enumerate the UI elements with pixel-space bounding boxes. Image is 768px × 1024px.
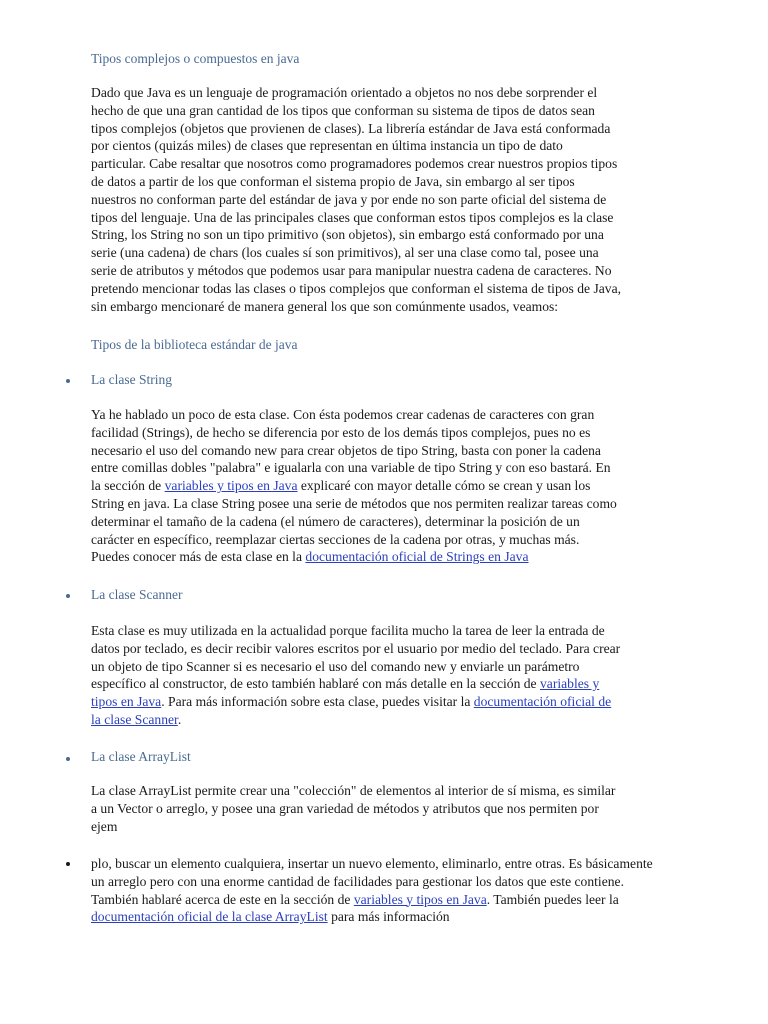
text-fragment: También hablaré acerca de este en la sección de	[91, 891, 354, 907]
bullet-title-arraylist: La clase ArrayList	[91, 749, 191, 764]
text-line: String en java. La clase String posee una serie de métodos que nos permiten realizar tareas como	[91, 495, 617, 511]
text-line: tipos complejos (objetos que provienen de clases). La librería estándar de Java está conformada	[91, 120, 611, 136]
text-line: datos por teclado, es decir recibir valores escritos por el usuario por medio del teclado. Para crear	[91, 640, 621, 656]
link-variables-types-java[interactable]: variables y tipos en Java	[353, 891, 487, 907]
text-line: facilidad (Strings), de hecho se diferencia por esto de los demás tipos complejos, pues no es	[91, 424, 591, 440]
text-line: serie de atributos y métodos que podemos usar para manipular nuestra cadena de caracteres. No	[91, 262, 612, 278]
heading-standard-library: Tipos de la biblioteca estándar de java	[91, 337, 298, 352]
text-line	[91, 693, 691, 711]
heading-complex-types: Tipos complejos o compuestos en java	[91, 51, 300, 66]
text-line: por cientos (quizás miles) de clases que representan en última instancia un tipo de dato	[91, 138, 563, 154]
text-line: Esta clase es muy utilizada en la actualidad porque facilita mucho la tarea de leer la entrada de	[91, 623, 605, 638]
text-line: plo, buscar un elemento cualquiera, insertar un nuevo elemento, eliminarlo, entre otras. Es básicamente	[91, 856, 653, 871]
text-line: String, los String no son un tipo primitivo (son objetos), sin embargo está conformado por una	[91, 227, 604, 243]
text-fragment: .	[177, 711, 182, 727]
text-fragment: Puedes conocer más de esta clase en la	[91, 549, 306, 565]
link-scanner-docs[interactable]: la clase Scanner	[91, 711, 178, 727]
text-line: ejem	[91, 818, 118, 834]
text-line	[91, 908, 731, 926]
text-line: determinar el tamaño de la cadena (el número de caracteres), determinar la posición de un	[91, 513, 580, 529]
link-variables-types-java[interactable]: variables y tipos en Java	[164, 478, 298, 494]
text-line: tipos del lenguaje. Una de las principales clases que conforman estos tipos complejos es la clase	[91, 209, 614, 225]
text-line: entre comillas dobles "palabra" e igualarla con una variable de tipo String y con eso bastará. En	[91, 460, 611, 476]
text-line: un objeto de tipo Scanner si es necesario el uso del comando new y enviarle un parámetro	[91, 658, 580, 674]
intro-paragraph	[91, 84, 691, 315]
link-variables-types-java[interactable]: variables y	[540, 676, 600, 692]
bullet-title-scanner: La clase Scanner	[91, 587, 183, 602]
text-line: sin embargo mencionaré de manera general los que son comúnmente usados, veamos:	[91, 298, 559, 314]
link-scanner-docs[interactable]: documentación oficial de	[473, 694, 612, 710]
text-line: Dado que Java es un lenguaje de programación orientado a objetos no nos debe sorprender el	[91, 85, 598, 100]
link-string-docs[interactable]: documentación oficial de Strings en Java	[305, 549, 529, 565]
bullet-string	[66, 379, 70, 383]
text-fragment: específico al constructor, de esto también hablaré con más detalle en la sección de	[91, 676, 540, 692]
bullet-arraylist	[66, 757, 70, 761]
text-line: pretendo mencionar todas las clases o tipos complejos que conforman el sistema de tipos de Java,	[91, 280, 622, 296]
bullet-title-string: La clase String	[91, 372, 172, 387]
text-line: nuestros no conforman parte del estándar de java y por ende no son parte oficial del sistema de	[91, 191, 607, 207]
text-fragment: la sección de	[91, 478, 165, 494]
text-line: Ya he hablado un poco de esta clase. Con ésta podemos crear cadenas de caracteres con gran	[91, 407, 595, 422]
text-line: La clase ArrayList permite crear una "colección" de elementos al interior de sí misma, es similar	[91, 783, 616, 798]
string-paragraph	[91, 406, 691, 566]
text-fragment: explicaré con mayor detalle cómo se crean y usan los	[297, 478, 591, 494]
text-line	[91, 675, 691, 693]
text-line: particular. Cabe resaltar que nosotros como programadores podemos crear nuestros propios tipos	[91, 156, 618, 172]
text-line	[91, 711, 691, 729]
scanner-paragraph	[91, 622, 691, 729]
link-arraylist-docs[interactable]: documentación oficial de la clase ArrayList	[91, 909, 328, 925]
bullet-scanner	[66, 594, 70, 598]
text-line: serie (una cadena) de chars (los cuales sí son primitivos), al ser una clase como tal, posee una	[91, 245, 599, 261]
text-fragment: . También puedes leer la	[486, 891, 619, 907]
bullet-arraylist-continued	[66, 862, 70, 866]
text-line	[91, 548, 691, 566]
text-line: necesario el uso del comando new para crear objetos de tipo String, basta con poner la cadena	[91, 442, 601, 458]
text-line: un arreglo pero con una enorme cantidad de facilidades para gestionar los datos que este contiene.	[91, 873, 624, 889]
text-line	[91, 891, 731, 909]
link-variables-types-java[interactable]: tipos en Java	[91, 694, 162, 710]
arraylist-paragraph	[91, 782, 691, 835]
text-line: de datos a partir de los que conforman el sistema propio de Java, sin embargo al ser tipos	[91, 173, 575, 189]
text-fragment: para más información	[327, 909, 450, 925]
text-line: hecho de que una gran cantidad de los tipos que conforman su sistema de tipos de datos sean	[91, 102, 595, 118]
text-line	[91, 477, 691, 495]
text-line: carácter en específico, reemplazar ciertas secciones de la cadena por otras, y muchas más.	[91, 531, 580, 547]
arraylist-continued-paragraph	[91, 855, 731, 926]
text-fragment: . Para más información sobre esta clase, puedes visitar la	[161, 694, 474, 710]
text-line: a un Vector o arreglo, y posee una gran variedad de métodos y atributos que nos permiten por	[91, 800, 599, 816]
